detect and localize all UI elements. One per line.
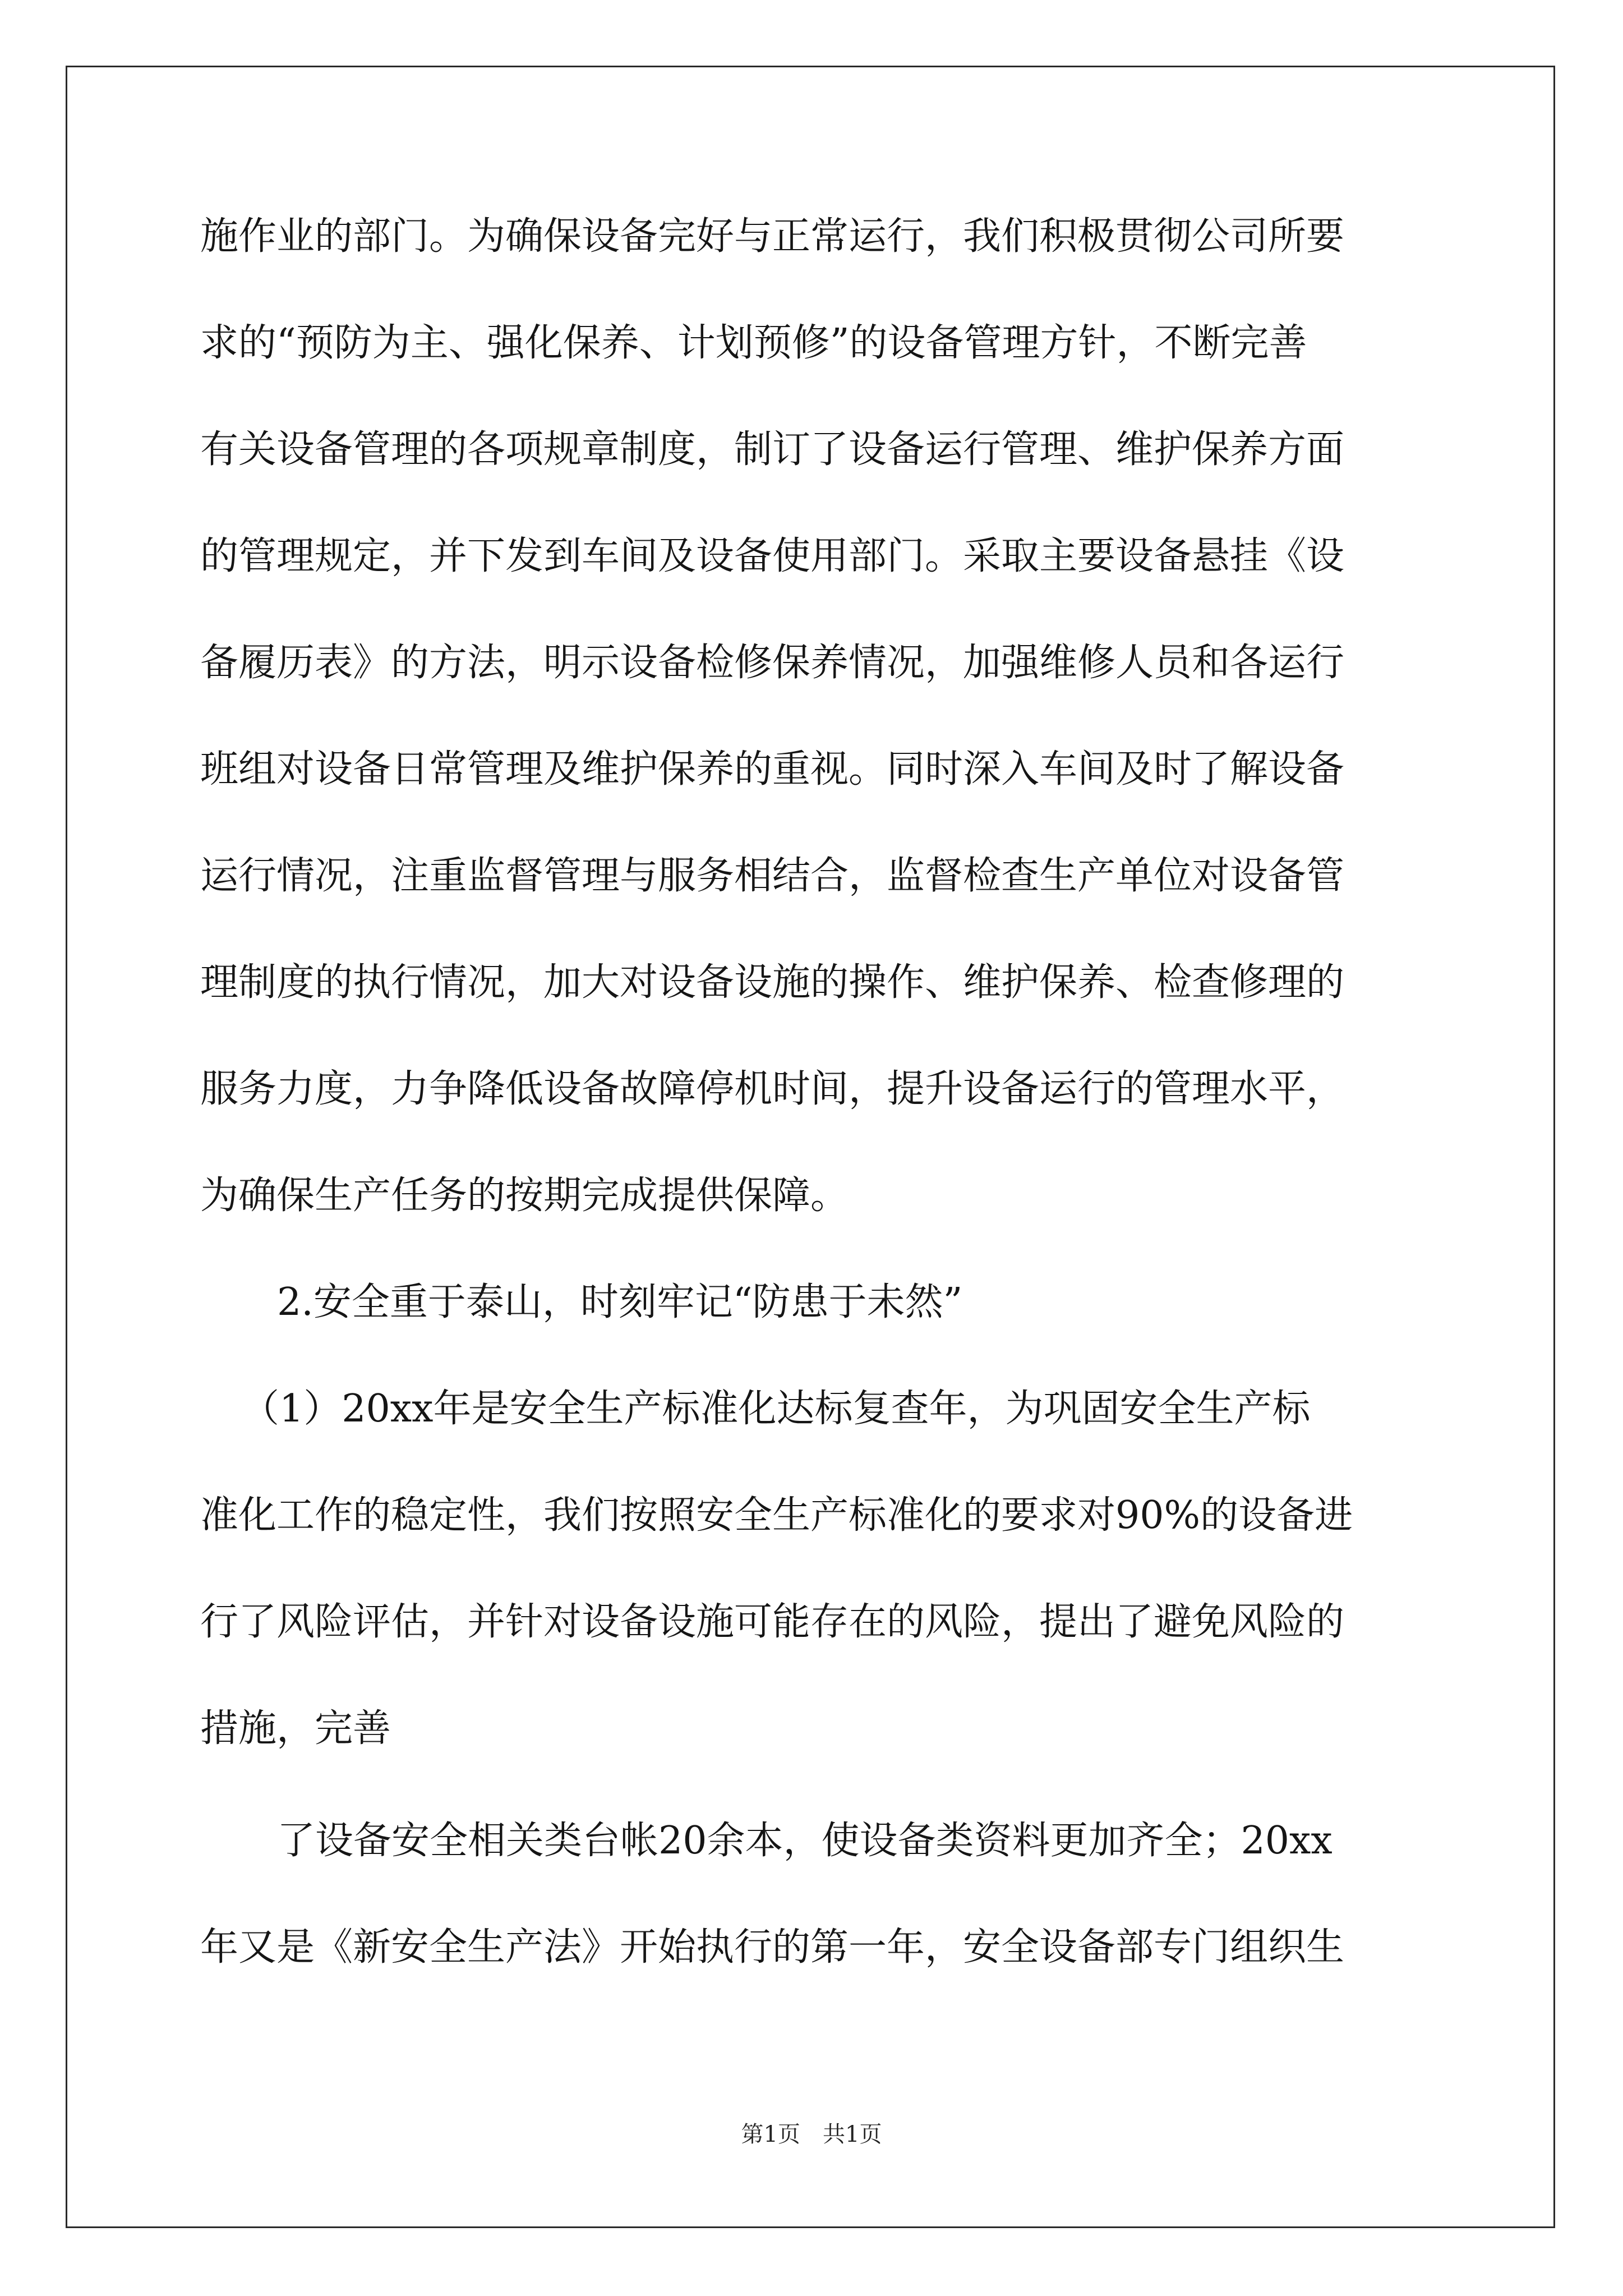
body-line-1: 施作业的部门。为确保设备完好与正常运行，我们积极贯彻公司所要 — [200, 214, 1345, 259]
body-line-14: 行了风险评估，并针对设备设施可能存在的风险，提出了避免风险的 — [200, 1600, 1345, 1644]
body-line-15: 措施，完善 — [200, 1706, 391, 1751]
body-line-5: 备履历表》的方法，明示设备检修保养情况，加强维修人员和各运行 — [200, 641, 1345, 685]
body-line-12: （1）20xx年是安全生产标准化达标复查年，为巩固安全生产标 — [241, 1387, 1311, 1431]
body-line-13: 准化工作的稳定性，我们按照安全生产标准化的要求对90%的设备进 — [200, 1493, 1353, 1538]
body-line-17: 年又是《新安全生产法》开始执行的第一年，安全设备部专门组织生 — [200, 1925, 1345, 1970]
page-border — [66, 66, 1555, 2228]
body-line-6: 班组对设备日常管理及维护保养的重视。同时深入车间及时了解设备 — [200, 747, 1345, 792]
body-line-4: 的管理规定，并下发到车间及设备使用部门。采取主要设备悬挂《设 — [200, 534, 1345, 578]
body-line-2: 求的“预防为主、强化保养、计划预修”的设备管理方针，不断完善 — [200, 321, 1307, 365]
body-line-8: 理制度的执行情况，加大对设备设施的操作、维护保养、检查修理的 — [200, 960, 1345, 1005]
body-line-7: 运行情况，注重监督管理与服务相结合，监督检查生产单位对设备管 — [200, 854, 1345, 898]
body-line-10: 为确保生产任务的按期完成提供保障。 — [200, 1174, 849, 1218]
page-number-footer: 第1页 共1页 — [741, 2122, 882, 2147]
body-line-16: 了设备安全相关类台帐20余本，使设备类资料更加齐全；20xx — [277, 1819, 1332, 1863]
body-line-3: 有关设备管理的各项规章制度，制订了设备运行管理、维护保养方面 — [200, 427, 1345, 472]
section-heading: 2.安全重于泰山，时刻牢记“防患于未然” — [277, 1280, 963, 1324]
body-line-9: 服务力度，力争降低设备故障停机时间，提升设备运行的管理水平， — [200, 1067, 1345, 1111]
